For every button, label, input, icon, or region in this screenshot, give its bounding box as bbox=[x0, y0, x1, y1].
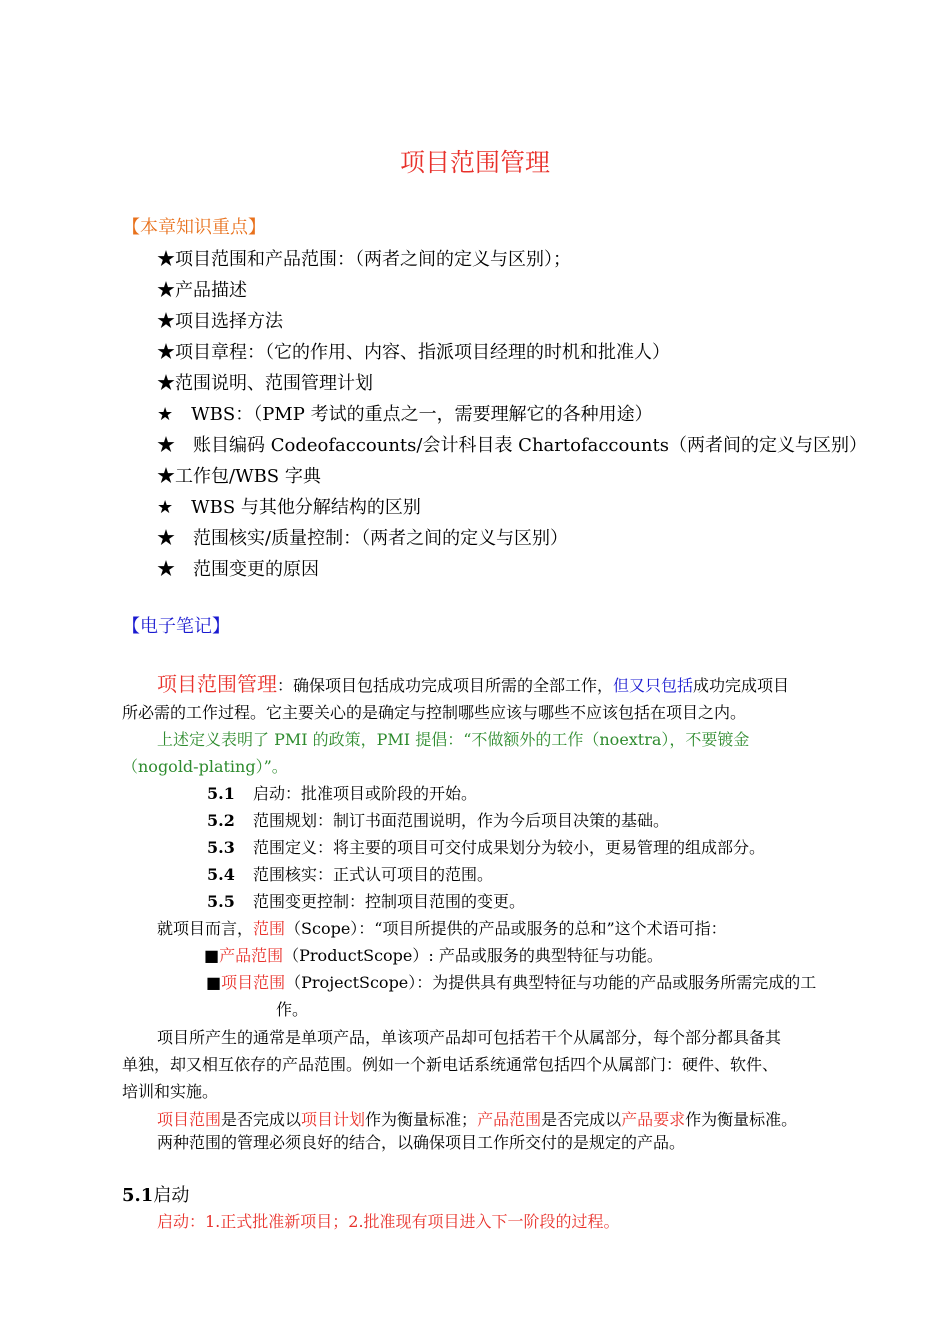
definition-emphasis: 但又只包括 bbox=[613, 676, 694, 695]
measure-text: 是否完成以 bbox=[221, 1110, 302, 1129]
measure-term: 产品范围 bbox=[477, 1110, 542, 1129]
measure-text: 是否完成以 bbox=[541, 1110, 622, 1129]
key-point-item: ★产品描述 bbox=[157, 280, 247, 301]
definition-text: ：确保项目包括成功完成项目所需的全部工作， bbox=[277, 676, 614, 695]
scope-intro-line bbox=[157, 916, 727, 939]
key-point-item: ★ WBS 与其他分解结构的区别 bbox=[157, 497, 421, 518]
process-number: 5.1 bbox=[207, 784, 235, 803]
definition-line-2: 所必需的工作过程。它主要关心的是确定与控制哪些应该与哪些不应该包括在项目之内。 bbox=[122, 703, 747, 722]
scope-term: 范围 bbox=[253, 919, 286, 938]
measure-term: 产品要求 bbox=[621, 1110, 686, 1129]
process-item bbox=[207, 835, 765, 858]
section-heading-5-1 bbox=[122, 1181, 189, 1207]
project-scope-continuation: 作。 bbox=[276, 1000, 309, 1019]
project-scope-text: （ProjectScope）：为提供具有典型特征与功能的产品或服务所需完成的工 bbox=[285, 973, 817, 992]
process-item bbox=[207, 781, 477, 804]
measure-term: 项目计划 bbox=[301, 1110, 366, 1129]
paragraph-line: 培训和实施。 bbox=[122, 1082, 219, 1101]
scope-intro-text: 就项目而言， bbox=[157, 919, 254, 938]
process-item bbox=[207, 889, 525, 912]
definition-line bbox=[157, 668, 789, 697]
process-text: 范围核实：正式认可项目的范围。 bbox=[253, 865, 494, 884]
measure-text: 作为衡量标准； bbox=[365, 1110, 478, 1129]
paragraph-line: 项目所产生的通常是单项产品，单该项产品却可包括若干个从属部分，每个部分都具备其 bbox=[157, 1028, 782, 1047]
definition-text: 成功完成项目 bbox=[693, 676, 790, 695]
key-point-item: ★ 账目编码 Codeofaccounts/会计科目表 Chartofaccounts（两者间的定义与区别） bbox=[157, 435, 867, 456]
key-point-item: ★范围说明、范围管理计划 bbox=[157, 373, 373, 394]
product-scope-term: 产品范围 bbox=[219, 946, 284, 965]
measure-line-2: 两种范围的管理必须良好的结合，以确保项目工作所交付的是规定的产品。 bbox=[157, 1133, 686, 1152]
project-scope-term: 项目范围 bbox=[221, 973, 286, 992]
process-text: 启动：批准项目或阶段的开始。 bbox=[253, 784, 478, 803]
section-number: 5.1 bbox=[122, 1185, 154, 1206]
process-number: 5.3 bbox=[207, 838, 235, 857]
process-number: 5.4 bbox=[207, 865, 235, 884]
process-number: 5.2 bbox=[207, 811, 235, 830]
process-text: 范围变更控制：控制项目范围的变更。 bbox=[253, 892, 526, 911]
section-title: 启动 bbox=[153, 1185, 190, 1206]
measure-text: 作为衡量标准。 bbox=[685, 1110, 798, 1129]
key-points-heading: 【本章知识重点】 bbox=[122, 217, 266, 238]
process-item bbox=[207, 862, 493, 885]
pmi-policy-line-2: （nogold-plating）”。 bbox=[122, 757, 288, 776]
process-text: 范围定义：将主要的项目可交付成果划分为较小，更易管理的组成部分。 bbox=[253, 838, 766, 857]
key-point-item: ★项目选择方法 bbox=[157, 311, 283, 332]
process-text: 范围规划：制订书面范围说明，作为今后项目决策的基础。 bbox=[253, 811, 670, 830]
product-scope-text: （ProductScope）: 产品或服务的典型特征与功能。 bbox=[283, 946, 663, 965]
bullet-square: ■ bbox=[206, 973, 222, 992]
product-scope-line bbox=[204, 943, 663, 966]
notes-heading: 【电子笔记】 bbox=[122, 616, 230, 637]
page-title: 项目范围管理 bbox=[399, 148, 550, 177]
key-point-item: ★项目章程：（它的作用、内容、指派项目经理的时机和批准人） bbox=[157, 342, 670, 363]
process-number: 5.5 bbox=[207, 892, 235, 911]
startup-definition: 启动：1.正式批准新项目；2.批准现有项目进入下一阶段的过程。 bbox=[157, 1212, 620, 1231]
project-scope-line bbox=[206, 970, 816, 993]
key-point-item: ★ 范围变更的原因 bbox=[157, 559, 319, 580]
measure-term: 项目范围 bbox=[157, 1110, 222, 1129]
key-point-item: ★工作包/WBS 字典 bbox=[157, 466, 321, 487]
definition-term: 项目范围管理 bbox=[157, 672, 277, 696]
paragraph-line: 单独，却又相互依存的产品范围。例如一个新电话系统通常包括四个从属部门：硬件、软件、 bbox=[122, 1055, 779, 1074]
key-point-item: ★ 范围核实/质量控制：（两者之间的定义与区别） bbox=[157, 528, 569, 549]
bullet-square: ■ bbox=[204, 946, 220, 965]
process-item bbox=[207, 808, 669, 831]
measure-line bbox=[157, 1107, 797, 1130]
key-point-item: ★ WBS：（PMP 考试的重点之一，需要理解它的各种用途） bbox=[157, 404, 653, 425]
scope-intro-text: （Scope）：“项目所提供的产品或服务的总和”这个术语可指： bbox=[285, 919, 727, 938]
key-point-item: ★项目范围和产品范围：（两者之间的定义与区别）； bbox=[157, 249, 571, 270]
pmi-policy-line: 上述定义表明了 PMI 的政策，PMI 提倡：“不做额外的工作（noextra），不要镀金 bbox=[157, 730, 750, 749]
